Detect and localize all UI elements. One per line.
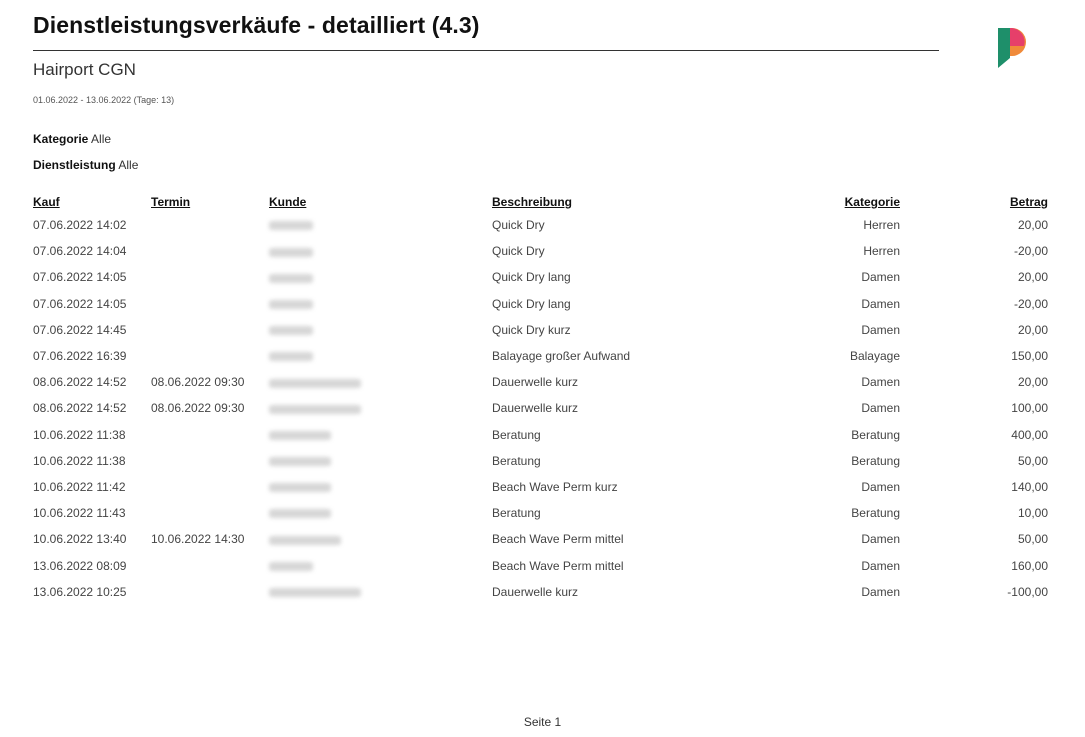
cell-termin xyxy=(151,238,269,264)
cell-kauf: 08.06.2022 14:52 xyxy=(33,375,127,390)
cell-kauf: 07.06.2022 14:04 xyxy=(33,244,127,259)
cell-beschreibung: Quick Dry xyxy=(492,244,545,259)
cell-beschreibung: Balayage großer Aufwand xyxy=(492,349,631,364)
cell-kauf: 07.06.2022 16:39 xyxy=(33,349,127,364)
redacted-customer-name xyxy=(269,379,361,388)
cell-kunde xyxy=(269,212,492,238)
cell-betrag: 20,00 xyxy=(1017,375,1048,390)
table-row xyxy=(33,474,1048,500)
cell-beschreibung: Beratung xyxy=(492,506,541,521)
cell-kunde xyxy=(269,500,492,526)
cell-kunde xyxy=(269,369,492,395)
cell-termin xyxy=(151,343,269,369)
redacted-customer-name xyxy=(269,588,361,597)
cell-betrag: -20,00 xyxy=(1013,244,1048,259)
filter-category-label: Kategorie xyxy=(33,132,89,146)
cell-kauf: 10.06.2022 11:42 xyxy=(33,479,126,494)
cell-kategorie: Damen xyxy=(861,558,900,573)
cell-kauf: 07.06.2022 14:05 xyxy=(33,296,127,311)
cell-beschreibung: Quick Dry lang xyxy=(492,270,571,285)
cell-betrag: 50,00 xyxy=(1017,532,1048,547)
cell-betrag: -20,00 xyxy=(1013,296,1048,311)
cell-kunde xyxy=(269,343,492,369)
redacted-customer-name xyxy=(269,457,331,466)
date-range: 01.06.2022 - 13.06.2022 (Tage: 13) xyxy=(33,95,175,105)
cell-termin xyxy=(151,474,269,500)
table-row xyxy=(33,238,1048,264)
cell-betrag: 20,00 xyxy=(1017,322,1048,337)
cell-kauf: 10.06.2022 11:38 xyxy=(33,427,126,442)
cell-betrag: 140,00 xyxy=(1011,479,1048,494)
header-termin: Termin xyxy=(151,195,191,209)
redacted-customer-name xyxy=(269,483,331,492)
cell-kauf: 07.06.2022 14:02 xyxy=(33,218,127,233)
header-beschreibung: Beschreibung xyxy=(492,195,573,209)
filter-service-label: Dienstleistung xyxy=(33,158,116,172)
cell-kunde xyxy=(269,552,492,578)
cell-termin xyxy=(151,212,269,238)
table-row xyxy=(33,448,1048,474)
cell-termin xyxy=(151,552,269,578)
cell-kauf: 10.06.2022 11:38 xyxy=(33,453,126,468)
cell-termin: 08.06.2022 09:30 xyxy=(151,375,245,390)
cell-kategorie: Beratung xyxy=(851,427,900,442)
header-kunde: Kunde xyxy=(269,195,307,209)
cell-betrag: 400,00 xyxy=(1011,427,1048,442)
cell-beschreibung: Beratung xyxy=(492,453,541,468)
cell-termin xyxy=(151,448,269,474)
cell-kategorie: Herren xyxy=(863,218,900,233)
table-row xyxy=(33,264,1048,290)
header-kategorie: Kategorie xyxy=(844,195,900,209)
cell-beschreibung: Beach Wave Perm kurz xyxy=(492,479,618,494)
cell-termin xyxy=(151,500,269,526)
redacted-customer-name xyxy=(269,248,313,257)
filter-category xyxy=(33,132,111,146)
redacted-customer-name xyxy=(269,536,341,545)
cell-kategorie: Beratung xyxy=(851,453,900,468)
cell-kunde xyxy=(269,448,492,474)
cell-kunde xyxy=(269,264,492,290)
cell-kauf: 13.06.2022 10:25 xyxy=(33,584,127,599)
cell-beschreibung: Beach Wave Perm mittel xyxy=(492,532,624,547)
cell-kauf: 10.06.2022 13:40 xyxy=(33,532,127,547)
cell-betrag: 100,00 xyxy=(1011,401,1048,416)
cell-beschreibung: Beratung xyxy=(492,427,541,442)
cell-kategorie: Beratung xyxy=(851,506,900,521)
cell-kategorie: Damen xyxy=(861,479,900,494)
redacted-customer-name xyxy=(269,562,313,571)
cell-kunde xyxy=(269,579,492,605)
cell-kunde xyxy=(269,422,492,448)
cell-kategorie: Damen xyxy=(861,322,900,337)
table-row xyxy=(33,552,1048,578)
table-row xyxy=(33,422,1048,448)
redacted-customer-name xyxy=(269,509,331,518)
cell-beschreibung: Dauerwelle kurz xyxy=(492,584,579,599)
table-row xyxy=(33,579,1048,605)
cell-kategorie: Damen xyxy=(861,584,900,599)
table-row xyxy=(33,212,1048,238)
cell-kategorie: Damen xyxy=(861,401,900,416)
cell-kunde xyxy=(269,238,492,264)
cell-beschreibung: Beach Wave Perm mittel xyxy=(492,558,624,573)
cell-kategorie: Damen xyxy=(861,375,900,390)
cell-betrag: 150,00 xyxy=(1011,349,1048,364)
cell-kategorie: Damen xyxy=(861,532,900,547)
cell-kategorie: Damen xyxy=(861,296,900,311)
table-row xyxy=(33,395,1048,421)
table-row xyxy=(33,500,1048,526)
redacted-customer-name xyxy=(269,405,361,414)
cell-termin xyxy=(151,579,269,605)
cell-beschreibung: Dauerwelle kurz xyxy=(492,401,579,416)
redacted-customer-name xyxy=(269,352,313,361)
cell-betrag: 160,00 xyxy=(1011,558,1048,573)
cell-betrag: -100,00 xyxy=(1007,584,1048,599)
header-betrag: Betrag xyxy=(1009,195,1048,209)
redacted-customer-name xyxy=(269,431,331,440)
cell-termin xyxy=(151,317,269,343)
table-row xyxy=(33,526,1048,552)
page-title: Dienstleistungsverkäufe - detailliert (4.3) xyxy=(33,12,480,38)
cell-betrag: 20,00 xyxy=(1017,218,1048,233)
cell-kunde xyxy=(269,395,492,421)
table-header-row xyxy=(33,192,1048,212)
redacted-customer-name xyxy=(269,326,313,335)
table-row xyxy=(33,369,1048,395)
logo-icon xyxy=(992,24,1028,70)
table-row xyxy=(33,317,1048,343)
cell-betrag: 10,00 xyxy=(1017,506,1048,521)
cell-termin xyxy=(151,264,269,290)
cell-kunde xyxy=(269,526,492,552)
cell-betrag: 20,00 xyxy=(1017,270,1048,285)
cell-kategorie: Damen xyxy=(861,270,900,285)
cell-betrag: 50,00 xyxy=(1017,453,1048,468)
table-row xyxy=(33,343,1048,369)
cell-kauf: 10.06.2022 11:43 xyxy=(33,506,126,521)
redacted-customer-name xyxy=(269,274,313,283)
cell-kauf: 08.06.2022 14:52 xyxy=(33,401,127,416)
cell-kunde xyxy=(269,317,492,343)
filter-category-value: Alle xyxy=(91,132,112,146)
cell-termin xyxy=(151,291,269,317)
cell-kategorie: Herren xyxy=(863,244,900,259)
cell-kunde xyxy=(269,474,492,500)
redacted-customer-name xyxy=(269,221,313,230)
cell-beschreibung: Quick Dry lang xyxy=(492,296,571,311)
page-number: Seite 1 xyxy=(523,715,562,729)
filter-service-value: Alle xyxy=(118,158,139,172)
header-kauf: Kauf xyxy=(33,195,60,209)
cell-beschreibung: Dauerwelle kurz xyxy=(492,375,579,390)
cell-beschreibung: Quick Dry kurz xyxy=(492,322,571,337)
cell-termin xyxy=(151,422,269,448)
cell-kategorie: Balayage xyxy=(849,349,900,364)
cell-kauf: 07.06.2022 14:45 xyxy=(33,322,127,337)
table-row xyxy=(33,291,1048,317)
cell-kunde xyxy=(269,291,492,317)
sales-table xyxy=(33,192,1048,605)
cell-kauf: 13.06.2022 08:09 xyxy=(33,558,127,573)
filter-service xyxy=(33,158,138,172)
redacted-customer-name xyxy=(269,300,313,309)
salon-name: Hairport CGN xyxy=(33,60,136,79)
cell-kauf: 07.06.2022 14:05 xyxy=(33,270,127,285)
cell-beschreibung: Quick Dry xyxy=(492,218,545,233)
title-divider xyxy=(33,50,939,51)
cell-termin: 10.06.2022 14:30 xyxy=(151,532,245,547)
cell-termin: 08.06.2022 09:30 xyxy=(151,401,245,416)
